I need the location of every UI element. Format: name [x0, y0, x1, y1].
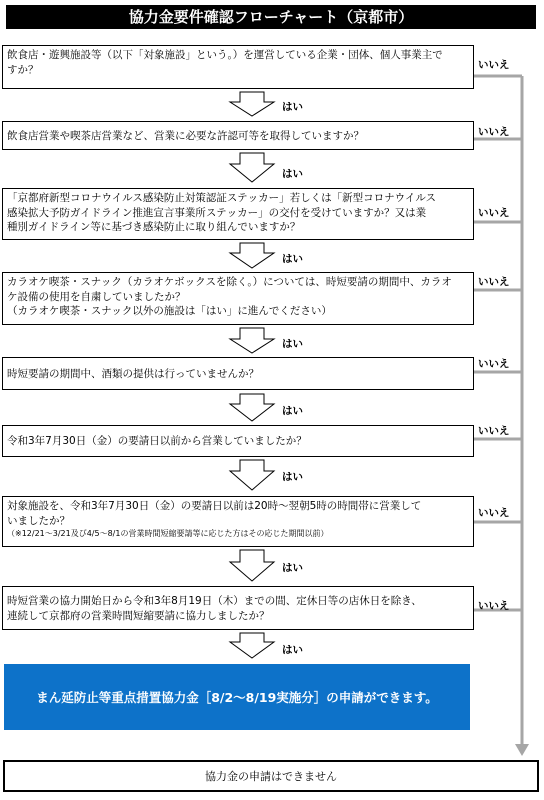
question-text: 「京都府新型コロナウイルス感染防止対策認証ステッカー」若しくは「新型コロナウイルス: [7, 192, 437, 204]
no-label: いいえ: [478, 126, 510, 138]
down-arrow-icon: [230, 633, 274, 658]
no-label: いいえ: [478, 207, 510, 219]
no-label: いいえ: [478, 425, 510, 437]
yes-label: はい: [282, 253, 303, 265]
question-text: 時短営業の協力開始日から令和3年8月19日（木）までの間、定休日等の店休日を除き、: [7, 595, 422, 607]
question-text: 連続して京都府の営業時間短縮要請に協力しましたか？: [7, 609, 270, 622]
down-arrow-icon: [230, 328, 274, 353]
question-text: 時短要請の期間中、酒類の提供は行っていませんか？: [7, 368, 259, 380]
question-note: （※12/21～3/21及び4/5～8/1の営業時間短縮要請等に応じた方はその応じた期間以前）: [7, 529, 329, 538]
no-label: いいえ: [478, 507, 510, 519]
no-label: いいえ: [478, 600, 510, 612]
yes-label: はい: [282, 562, 303, 574]
question-text: 飲食店・遊興施設等（以下「対象施設」という。）を運営している企業・団体、個人事業主で: [7, 49, 443, 61]
question-text: 令和3年7月30日（金）の要請日以前から営業していましたか？: [7, 435, 307, 447]
no-label: いいえ: [478, 59, 510, 71]
question-text: カラオケ喫茶・スナック（カラオケボックスを除く。）については、時短要請の期間中、カラオ: [7, 276, 452, 288]
yes-label: はい: [282, 338, 303, 350]
yes-label: はい: [282, 471, 303, 483]
down-arrow-icon: [230, 92, 274, 116]
ineligible-result-text: 協力金の申請はできません: [205, 770, 337, 783]
page-title: 協力金要件確認フローチャート（京都市）: [6, 5, 536, 29]
eligible-result-text: まん延防止等重点措置協力金［8/2～8/19実施分］の申請ができます。: [36, 690, 438, 705]
ineligible-result-box: [3, 760, 539, 792]
question-text: いましたか？: [7, 514, 70, 527]
question-text: 種別ガイドライン等に基づき感染防止に取り組んでいますか？: [7, 221, 301, 233]
question-text: ケ設備の使用を自粛していましたか？: [7, 290, 186, 303]
question-text: 対象施設を、令和3年7月30日（金）の要請日以前は20時～翌朝5時の時間帯に営業して: [7, 500, 422, 512]
down-arrow-icon: [230, 460, 274, 490]
yes-label: はい: [282, 168, 303, 180]
no-label: いいえ: [478, 358, 510, 370]
question-text: 感染拡大予防ガイドライン推進宣言事業所ステッカー」の交付を受けていますか？又は業: [7, 206, 427, 219]
eligible-result-box: [4, 664, 470, 730]
yes-label: はい: [282, 405, 303, 417]
down-arrow-icon: [230, 243, 274, 268]
question-text: （カラオケ喫茶・スナック以外の施設は「はい」に進んでください）: [7, 305, 332, 317]
question-text: 飲食店営業や喫茶店営業など、営業に必要な許認可等を取得していますか？: [7, 130, 364, 142]
down-arrow-icon: [230, 394, 274, 421]
down-arrow-icon: [230, 153, 274, 182]
question-text: すか？: [7, 63, 39, 76]
no-arrowhead-icon: [515, 744, 529, 756]
no-label: いいえ: [478, 276, 510, 288]
yes-label: はい: [282, 101, 303, 113]
down-arrow-icon: [230, 550, 274, 581]
yes-label: はい: [282, 644, 303, 656]
